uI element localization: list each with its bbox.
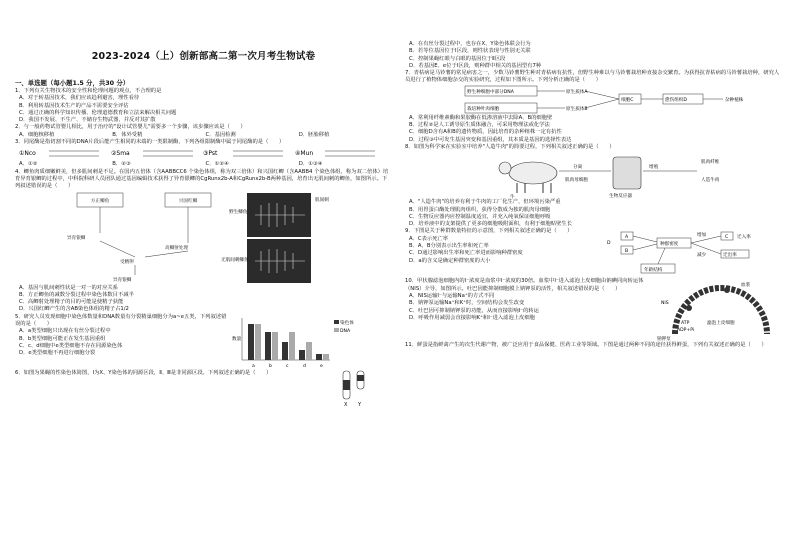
chart-ylabel: 数量 bbox=[232, 336, 242, 342]
label-zygote: 受精卵 bbox=[120, 259, 134, 265]
enzyme-sma: ②Sma bbox=[111, 150, 130, 158]
flow-cell-c: 细胞C bbox=[621, 97, 634, 103]
flow-wild-dna: 野生种细胞中部分DNA bbox=[467, 89, 514, 95]
q2-option-b: B．体外受精 bbox=[112, 131, 143, 138]
label-xingguo: 兴国红鲫 bbox=[178, 198, 198, 204]
population-features-figure bbox=[605, 228, 775, 278]
cell-atp: ATP bbox=[681, 321, 690, 327]
label-muscle-fiber: 肌肉纤维 bbox=[701, 160, 720, 166]
pop-density: 种群密度 bbox=[660, 242, 679, 248]
q4-option-a: A．基因与肌间刺性状是一对一的对应关系 bbox=[19, 284, 118, 291]
cell-fusion-flow-figure bbox=[405, 85, 782, 115]
question-8: 8．如图为科学家在实验室中培养"人造牛肉"的简要过程，下列相关叙述正确的是（ ） bbox=[405, 143, 615, 150]
cat-e: e bbox=[320, 363, 323, 369]
chrom-y-label: Y bbox=[358, 401, 362, 408]
label-wild-fish: 野生鲫鱼 bbox=[229, 209, 248, 215]
q7-option-d: D．过程③中可发生基因突变和基因重组，其本质是基因的选择性表达 bbox=[409, 136, 572, 143]
q6-option-b: B．若等位基因位于Ⅰ区段，则性状表现与性别无关联 bbox=[409, 48, 531, 55]
cell-pump: 钠钾泵 bbox=[657, 337, 671, 343]
label-fangzheng: 方正鲫鱼 bbox=[90, 198, 110, 204]
chrom-x-label: X bbox=[344, 401, 348, 408]
cultured-beef-figure bbox=[405, 151, 782, 199]
cat-a: a bbox=[252, 363, 255, 369]
q8-option-d: D．培养液中的支架提供了更多的细胞吸附面积，有利于细胞贴壁生长 bbox=[409, 221, 572, 228]
skeleton-photos bbox=[221, 193, 329, 283]
q5-option-b: B．b类型细胞可能正在发生基因重组 bbox=[19, 335, 106, 342]
q9-block bbox=[405, 228, 782, 278]
q8-option-c: C．生物反应器内应控制温度适宜，并充入纯氧保证细胞呼吸 bbox=[409, 213, 551, 220]
label-yiyu-2: 异育银鲫 bbox=[113, 277, 132, 283]
q2-options bbox=[19, 132, 392, 139]
question-7: 7．青枯病是马铃薯的常见病害之一，少数马铃薯野生种对青枯病有抗性，但野生种难以与马铃薯栽培种直接杂交繁育。为获得抗青枯病的马铃薯栽培种，研究人员进行了植物体细胞杂交的实验研究，过程如下图所示。下列分析正确的是（ ） bbox=[405, 70, 780, 84]
q3-option-d: D．①③④ bbox=[298, 161, 323, 168]
question-1: 1．下列有关生物技术的安全性和伦理问题的观点，不合理的是 bbox=[15, 88, 162, 94]
q6-option-a: A．在有丝分裂过程中，也存在X、Y染色体联会行为 bbox=[409, 41, 531, 47]
q7-option-b: B．过程②是人工诱导原生质体融合，可采用物理法或化学法 bbox=[409, 122, 550, 129]
xy-chromosome-figure bbox=[335, 370, 375, 410]
exam-title: 2023-2024（上）创新部高二第一次月考生物试卷 bbox=[91, 51, 316, 62]
enzyme-nco: ①Nco bbox=[19, 150, 36, 158]
q2-option-c: C．基因检测 bbox=[205, 131, 236, 138]
q3-option-c: C．①②④ bbox=[205, 161, 229, 168]
label-separate: 分离 bbox=[573, 165, 583, 171]
cat-d: d bbox=[303, 363, 306, 369]
question-10: 10．甲状腺滤泡细胞内的I⁻浓度是血浆中I⁻浓度的30倍。血浆中I⁻进入滤泡上皮细胞由钠碘同向转运体（NIS）介导，如图所示。吐巴因能抑制细胞膜上钠钾泵的活性，相关叙述错误的是（ ） bbox=[405, 278, 644, 292]
q4-option-d: D．兴国红鲫产生的含AB染色体组的精子占1/2 bbox=[19, 306, 129, 313]
q2-option-d: D．胚胎移植 bbox=[298, 131, 330, 138]
cow-illustration bbox=[499, 162, 557, 193]
flow-callus-d: 愈伤组织D bbox=[665, 97, 687, 103]
q5-option-c: C．c、d细胞中e类型细胞不存在同源染色体 bbox=[19, 342, 123, 349]
label-bioreactor: 生物反应器 bbox=[609, 194, 632, 200]
flow-hybrid-plant: 杂种植株 bbox=[725, 97, 744, 103]
q6-option-c: C．控制果蝇红眼与白眼的基因位于Ⅱ区段 bbox=[409, 55, 506, 62]
q8-option-a: A．"人造牛肉"的培养有利于牛肉的工厂化生产，但环境污染严重 bbox=[409, 199, 561, 206]
question-4: 4．鲫鱼肉质细嫩鲜美，但多肌间刺是不足。在国内五倍体（含AABBCC6 个染色体组，称为双三倍体）和兴国红鲫（含AABB4 个染色体组，称为双二倍体）培育异育银鲫的过程中，中科院科研人员团队通过基因编辑技术获得了异育银鲫的CgRunx2b-A和CgRunx2b-B两种基因，培育出无肌间刺的鲫鱼，如图所示。下列叙述错误的是（ ） bbox=[15, 168, 389, 190]
enzyme-mun: ④Mun bbox=[295, 150, 314, 158]
question-2: 2．与一般药物试管婴儿相比，用于治疗的"设计试管婴儿"需要多一个步骤，该步骤应该是（ ） bbox=[15, 124, 246, 131]
legend-chromosome: 染色体 bbox=[340, 320, 354, 326]
label-myoblast: 肌肉母细胞 bbox=[565, 178, 588, 184]
q10-option-c: C．吐巴因可抑制钠钾泵的功能，从而直接影响I⁻的转运 bbox=[409, 307, 539, 314]
q8-option-b: B．用胃蛋白酶处理肌肉组织，获得分散成为独的肌肉母细胞 bbox=[409, 206, 551, 213]
cell-nis: NIS bbox=[661, 301, 669, 307]
q4-option-b: B．方正鲫鱼的减数分裂过程中染色体数目不减半 bbox=[19, 291, 134, 298]
pop-a: A bbox=[625, 235, 629, 241]
question-6: 6．如图为果蝇的性染色体简图，Ⅰ为X、Y染色体的同源区段，Ⅱ、Ⅲ是非同源区段。下列叙述正确的是（ ） bbox=[15, 369, 272, 376]
label-bone: 肌间刺 bbox=[315, 197, 329, 203]
q5-option-d: D．e类型细胞不再进行细胞分裂 bbox=[19, 350, 96, 357]
q9-option-a: A．C表示死亡率 bbox=[409, 235, 449, 242]
enzyme-pst: ③Pst bbox=[203, 150, 218, 158]
thyroid-cell-figure bbox=[655, 278, 775, 342]
q5-bar-figure bbox=[230, 314, 360, 370]
section-heading: 一、单选题（每小题1.5 分，共30 分） bbox=[15, 79, 130, 87]
label-yiyu-1: 异育银鲫 bbox=[67, 235, 86, 241]
label-uv: 高鲫射处理 bbox=[165, 245, 188, 251]
q3-option-b: B．②③ bbox=[112, 161, 131, 168]
q4-option-c: C．高鲫射处理精子的目的可能是使精子获能 bbox=[19, 299, 124, 306]
flow-leaf-cell: 栽培种叶肉细胞 bbox=[467, 106, 500, 112]
label-proliferate: 增殖 bbox=[649, 165, 659, 171]
question-9: 9．下图是关于种群数量特征的示意图，下列相关叙述正确的是（ ） bbox=[405, 228, 573, 235]
fish-breeding-figure bbox=[15, 191, 392, 285]
q9-option-c: C．D通过影响出生率和死亡率进而影响种群密度 bbox=[409, 250, 523, 257]
q2-option-a: A．细胞核移植 bbox=[19, 131, 55, 138]
pop-decrease: 减少 bbox=[697, 253, 707, 259]
q9-option-d: D．a的含义是确定种群密度的大小 bbox=[409, 257, 491, 264]
question-11: 11．鲜蛋是指鲜禽产生的次生代谢产物，被广泛应用于食品保健、医药工业等领域。下图是通过两种不同的途径获得鲜蛋，下列有关叙述正确的是（ ） bbox=[405, 342, 767, 349]
question-3: 3．同尾酶是指切割不同的DNA片段后能产生相同的末端的一类限制酶，下列各组限制酶中属于同尾酶的是（ ） bbox=[15, 139, 285, 146]
pop-increase: 增加 bbox=[697, 233, 707, 239]
q1-option-a: A．对于转基因技术，我们应该趋利避害，理性看待 bbox=[19, 95, 140, 102]
pop-emigration: 迁出率 bbox=[723, 253, 737, 259]
label-no-bone-fish: 无肌间刺鲫鱼 bbox=[221, 257, 249, 263]
q7-option-a: A．常利用纤维素酶和果胶酶在低渗溶液中去除A、B的细胞壁 bbox=[409, 114, 553, 121]
flow-protoplast-b: 原生质体B bbox=[566, 106, 588, 112]
q10-block bbox=[405, 278, 782, 342]
cell-plasma: 血浆 bbox=[741, 283, 751, 289]
label-artificial-beef: 人造牛肉 bbox=[701, 178, 720, 184]
pop-immigration: 迁入率 bbox=[737, 235, 751, 241]
q10-option-a: A．NIS运输I⁻与运输Na⁺的方式不同 bbox=[409, 293, 495, 300]
bioreactor bbox=[613, 157, 641, 189]
cell-adp: ADP+Pi bbox=[677, 328, 695, 334]
q7-option-c: C．细胞D含有A和B的遗传物质，因此培育的杂种植株一定有抗性 bbox=[409, 129, 562, 136]
q1-option-b: B．利用转基因技术生产的产品不需要安全评估 bbox=[19, 102, 129, 109]
q5-option-a: A．a类型细胞只出现在有丝分裂过程中 bbox=[19, 328, 111, 335]
q3-enzyme-sites-figure bbox=[15, 146, 392, 161]
q5-block bbox=[15, 314, 392, 370]
q3-options bbox=[19, 161, 392, 168]
q9-option-b: B．A、B分别表示出生率和死亡率 bbox=[409, 243, 489, 250]
label-cow: 牛 bbox=[510, 195, 515, 200]
left-column bbox=[15, 0, 392, 549]
q6-option-d: D．若基因E、e位于Ⅰ区段，则种群中相关的基因型有7种 bbox=[409, 62, 542, 69]
cat-c: c bbox=[286, 363, 289, 369]
question-5: 5．研究人员发现细胞中染色体数量和DNA数量有分裂精巢细胞分为a~e五类，下列叙述错误的是（ ） bbox=[15, 313, 227, 328]
legend-dna: DNA bbox=[340, 328, 351, 334]
flow-protoplast-a: 原生质体A bbox=[566, 89, 588, 95]
cell-follicular: 滤泡上皮细胞 bbox=[707, 321, 735, 327]
cat-b: b bbox=[269, 363, 272, 369]
pop-c: C bbox=[725, 235, 729, 241]
pop-d: D bbox=[607, 241, 611, 247]
pop-age: 年龄结构 bbox=[644, 268, 663, 274]
q6-block bbox=[15, 370, 392, 410]
q10-option-d: D．呼吸作用减弱会直接影响K⁺和I⁻进入滤泡上皮细胞 bbox=[409, 314, 535, 321]
q1-option-d: D．我国不发展、不生产、不储存生物武器，并反对其扩散 bbox=[19, 117, 156, 124]
q10-option-b: B．钠钾泵运输Na⁺和K⁺时，空间结构会发生改变 bbox=[409, 300, 525, 307]
q3-option-a: A．①② bbox=[19, 161, 38, 168]
q1-option-c: C．通过正确的科学知识传播、伦理道德教育和立法来解决相关问题 bbox=[19, 109, 177, 116]
pop-b: B bbox=[625, 249, 629, 255]
right-column bbox=[405, 0, 782, 549]
